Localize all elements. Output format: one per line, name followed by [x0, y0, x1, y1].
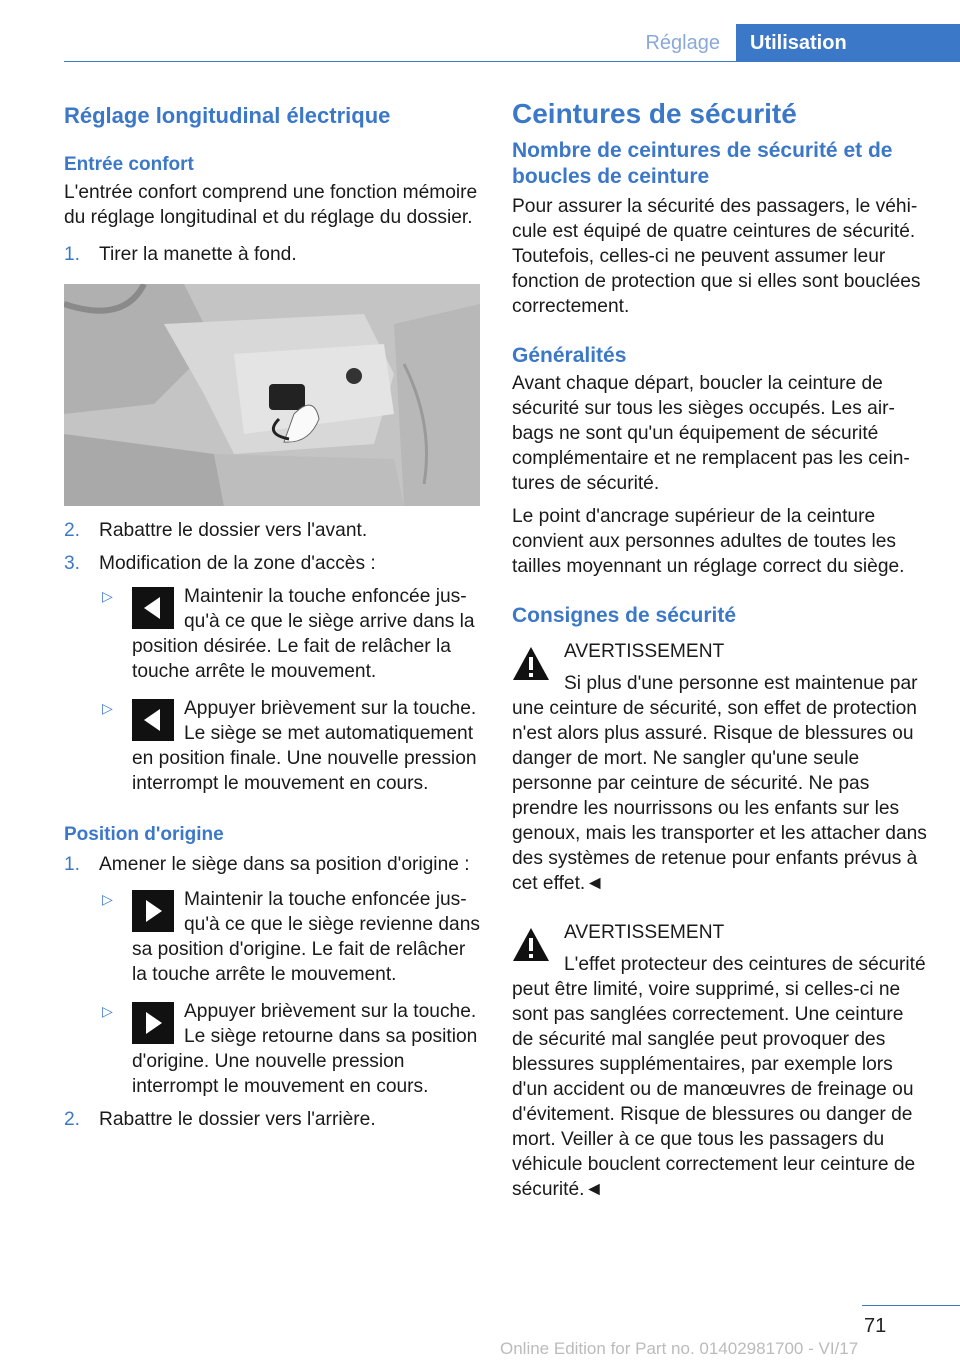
bullet-marker: ▷ — [102, 891, 113, 907]
list-number: 2. — [64, 520, 81, 541]
header-chapter-tab[interactable]: Utilisation — [736, 24, 960, 62]
section-title-electric-adjustment: Réglage longitudinal électrique — [64, 103, 391, 128]
subheading-origin-position: Position d'origine — [64, 824, 224, 845]
list-number: 2. — [64, 1109, 81, 1130]
warning-text: L'effet protecteur des ceintures de sécurité peut être limité, voire supprimé, si celles-ci ne sont pas sanglées correctement. Une ceinture de sécurité mal sanglée peut provoquer des blessures supplémentaires, par exemple lors d'un accident ou de manœuvres de freinage ou d'évitement. Risque de blessures ou danger de mort. Veiller à ce que tous les passagers du véhicule bouclent correctement leur ceinture de sécurité.◄ — [512, 954, 926, 1200]
seat-lever-photo — [64, 284, 480, 506]
list-text: Appuyer brièvement sur la touche. Le siège retourne dans sa position d'origine. Une nouvelle pression interrompt le mouvement en cours. — [132, 1001, 478, 1097]
list-item — [64, 584, 480, 684]
list-text: Maintenir la touche enfoncée jusqu'à ce que le siège revienne dans sa position d'origine. Le fait de relâcher la touche arrête le mouvement. — [132, 889, 480, 985]
warning-title: AVERTISSEMENT — [564, 922, 725, 943]
arrow-right-key-icon — [132, 1002, 174, 1044]
subheading-belt-count: Nombre de ceintures de sécurité et de boucles de ceinture — [512, 139, 893, 188]
left-column — [64, 96, 480, 1132]
list-item — [64, 1107, 480, 1132]
list-item — [64, 887, 480, 987]
footer-rule — [862, 1305, 960, 1306]
list-text: Rabattre le dossier vers l'avant. — [99, 520, 368, 541]
list-number: 3. — [64, 553, 81, 574]
header-rule — [64, 61, 960, 62]
list-number: 1. — [64, 854, 81, 875]
warning-title: AVERTISSEMENT — [564, 641, 725, 662]
right-column — [512, 96, 930, 1202]
bullet-marker: ▷ — [102, 588, 113, 604]
page-header — [0, 0, 960, 62]
list-text: Maintenir la touche enfoncée jusqu'à ce que le siège arrive dans la position désirée. Le fait de relâcher la touche arrête le mouvement. — [132, 586, 475, 682]
warning-triangle-icon — [512, 926, 550, 964]
comfort-entry-intro: L'entrée confort comprend une fonction mémoire du réglage longitudinal et du réglage du dossier. — [64, 182, 478, 228]
list-item — [64, 242, 480, 267]
warning-triangle-icon — [512, 645, 550, 683]
warning-block — [512, 639, 930, 896]
warning-text: Si plus d'une personne est maintenue par une ceinture de sécurité, son effet de protection n'est alors plus assuré. Risque de blessures ou danger de mort. Ne sangler qu'une seule personne par ceinture de sécurité. Ne pas prendre les nourrissons ou les enfants sur les genoux, mais les transporter et les attacher dans des systèmes de retenue pour enfants prévus à cet effet.◄ — [512, 673, 927, 894]
general-paragraph-2: Le point d'ancrage supérieur de la ceinture convient aux personnes adultes de toutes les tailles moyennant un réglage correct du siège. — [512, 506, 905, 577]
list-text: Appuyer brièvement sur la touche. Le siège se met automatiquement en position finale. Une nouvelle pression interrompt le mouvement en cours. — [132, 698, 477, 794]
warning-block — [512, 920, 930, 1202]
list-text: Tirer la manette à fond. — [99, 244, 297, 265]
arrow-right-key-icon — [132, 890, 174, 932]
belt-count-paragraph: Pour assurer la sécurité des passagers, le véhicule est équipé de quatre ceintures de sécurité. Toutefois, celles-ci ne peuvent assumer leur fonction de protection que si elles sont bouclées correctement. — [512, 196, 921, 317]
list-number: 1. — [64, 244, 81, 265]
list-item — [64, 852, 480, 877]
list-text: Rabattre le dossier vers l'arrière. — [99, 1109, 376, 1130]
list-text: Modification de la zone d'accès : — [99, 553, 376, 574]
general-paragraph-1: Avant chaque départ, boucler la ceinture de sécurité sur tous les sièges occupés. Les airbags ne sont qu'un équipement de sécurité complémentaire et ne remplacent pas les ceintures de sécurité. — [512, 373, 910, 494]
section-title-seat-belts: Ceintures de sécurité — [512, 98, 797, 129]
bullet-marker: ▷ — [102, 1003, 113, 1019]
list-item — [64, 999, 480, 1099]
list-item — [64, 518, 480, 543]
list-item — [64, 696, 480, 796]
edition-note: Online Edition for Part no. 01402981700 - VI/17 — [500, 1339, 859, 1358]
list-text: Amener le siège dans sa position d'origine : — [99, 854, 470, 875]
page-number: 71 — [864, 1315, 887, 1337]
bullet-marker: ▷ — [102, 700, 113, 716]
arrow-left-key-icon — [132, 699, 174, 741]
subheading-comfort-entry: Entrée confort — [64, 154, 194, 175]
subheading-general: Généralités — [512, 344, 627, 367]
list-item — [64, 551, 480, 576]
arrow-left-key-icon — [132, 587, 174, 629]
seat-lever-illustration — [64, 284, 480, 506]
subheading-safety-instructions: Consignes de sécurité — [512, 604, 737, 627]
header-section-tab[interactable]: Réglage — [645, 32, 720, 54]
